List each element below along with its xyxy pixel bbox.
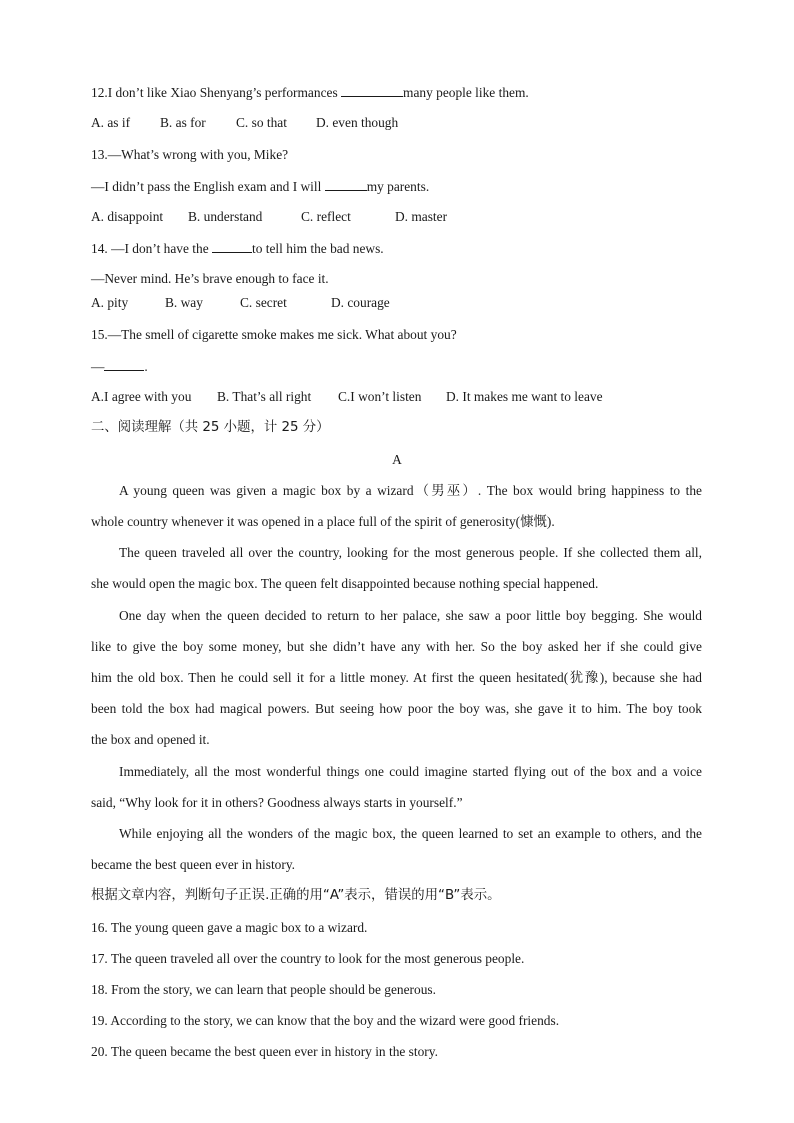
passage-line: One day when the queen decided to return to her palace, she saw a poor little boy begging. She would	[119, 608, 702, 623]
passage-line: A young queen was given a magic box by a wizard（男巫）. The box would bring happiness to the	[119, 483, 702, 498]
passage-line: she would open the magic box. The queen felt disappointed because nothing special happened.	[91, 576, 599, 591]
option-b: B. as for	[160, 115, 206, 130]
passage-line: been told the box had magical powers. But seeing how poor the boy was, she gave it to him. The boy took	[91, 701, 702, 716]
question-13-reply-text: —I didn’t pass the English exam and I will	[91, 179, 325, 194]
section-heading: 二、阅读理解（共 25 小题，计 25 分）	[91, 420, 330, 435]
passage-line: the box and opened it.	[91, 732, 210, 747]
option-d: D. courage	[331, 295, 390, 310]
option-c: C.I won’t listen	[338, 389, 422, 404]
passage-line: became the best queen ever in history.	[91, 857, 296, 872]
option-b: B. That’s all right	[217, 389, 312, 404]
statement-20: 20. The queen became the best queen ever in history in the story.	[91, 1044, 438, 1059]
passage-line: whole country whenever it was opened in a place full of the spirit of generosity(慷慨).	[91, 514, 555, 529]
question-15-reply-end: .	[144, 359, 148, 374]
question-15-stem: 15.—The smell of cigarette smoke makes me sick. What about you?	[91, 327, 457, 342]
option-d: D. It makes me want to leave	[446, 389, 603, 404]
option-b: B. way	[165, 295, 203, 310]
option-a: A. as if	[91, 115, 131, 130]
question-12-text-end: many people like them.	[403, 85, 529, 100]
passage-line: The queen traveled all over the country, looking for the most generous people. If she collected them all,	[119, 545, 702, 560]
passage-line: Immediately, all the most wonderful things one could imagine started flying out of the box and a voice	[119, 764, 702, 779]
question-15-reply-dash: —	[91, 359, 105, 374]
statement-18: 18. From the story, we can learn that people should be generous.	[91, 982, 436, 997]
question-13-reply-end: my parents.	[366, 179, 430, 194]
passage-line: him the old box. Then he could sell it for a little money. At first the queen hesitated(犹豫), because she had	[91, 670, 702, 685]
instruction: 根据文章内容，判断句子正误.正确的用“A”表示，错误的用“B”表示。	[91, 888, 501, 903]
statement-17: 17. The queen traveled all over the country to look for the most generous people.	[91, 951, 525, 966]
passage-label: A	[392, 452, 402, 467]
statement-19: 19. According to the story, we can know that the boy and the wizard were good friends.	[91, 1013, 560, 1028]
option-c: C. reflect	[301, 209, 351, 224]
option-d: D. even though	[316, 115, 399, 130]
passage-line: said, “Why look for it in others? Goodness always starts in yourself.”	[91, 795, 463, 810]
option-a: A.I agree with you	[91, 389, 192, 404]
answer-blank	[212, 239, 252, 253]
question-12-text: 12.I don’t like Xiao Shenyang’s performances	[91, 85, 342, 100]
question-15-reply	[91, 357, 148, 376]
question-13-reply	[91, 177, 429, 196]
question-13-stem: 13.—What’s wrong with you, Mike?	[91, 147, 289, 162]
option-d: D. master	[395, 209, 448, 224]
option-a: A. pity	[91, 295, 129, 310]
option-c: C. secret	[240, 295, 287, 310]
passage-line: While enjoying all the wonders of the magic box, the queen learned to set an example to others, and the	[119, 826, 702, 841]
answer-blank	[341, 83, 403, 97]
question-14-reply: —Never mind. He’s brave enough to face it.	[91, 271, 329, 286]
option-a: A. disappoint	[91, 209, 164, 224]
question-14-text: 14. —I don’t have the	[91, 241, 212, 256]
question-12-stem	[91, 83, 529, 102]
answer-blank	[104, 357, 144, 371]
passage-line: like to give the boy some money, but she didn’t have any with her. So the boy asked her if she could give	[91, 639, 702, 654]
option-c: C. so that	[236, 115, 287, 130]
answer-blank	[325, 177, 367, 191]
option-b: B. understand	[188, 209, 263, 224]
statement-16: 16. The young queen gave a magic box to a wizard.	[91, 920, 368, 935]
question-14-stem	[91, 239, 384, 258]
question-14-text-end: to tell him the bad news.	[252, 241, 384, 256]
